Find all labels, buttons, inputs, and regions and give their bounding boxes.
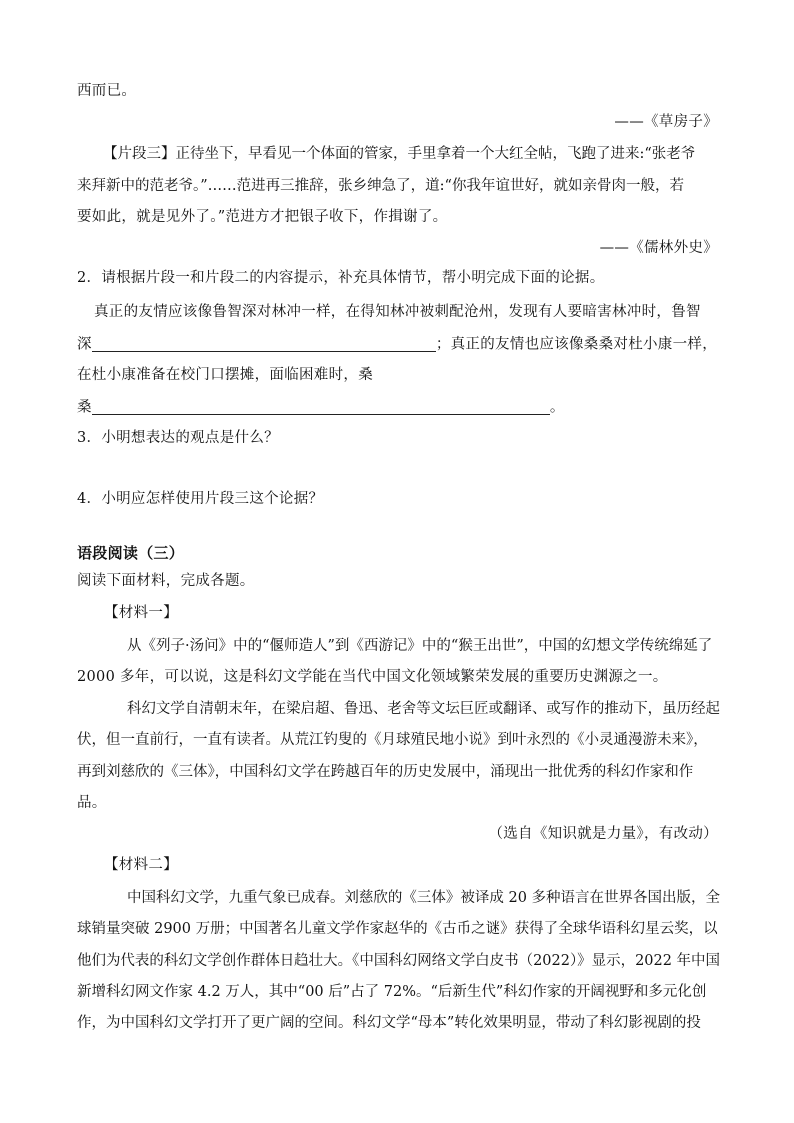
material-label: 【材料二】 — [104, 857, 178, 873]
text-line: 他们为代表的科幻文学创作群体日趋壮大。《中国科幻网络文学白皮书（2022）》显示，2022 年中国 — [77, 953, 720, 969]
answer-blank-2[interactable] — [92, 400, 550, 415]
source-citation: ——《儒林外史》 — [599, 240, 718, 256]
text-line: 西而已。 — [77, 83, 137, 99]
line-start: 桑 — [77, 399, 92, 416]
question-2: 2．请根据片段一和片段二的内容提示，补充具体情节，帮小明完成下面的论据。 — [77, 270, 605, 286]
text-line: 作，为中国科幻文学打开了更广阔的空间。科幻文学“母本”转化效果明显，带动了科幻影视剧的投 — [77, 1015, 701, 1031]
text-line — [77, 400, 565, 415]
line-end: ；真正的友情也应该像桑桑对杜小康一样， — [435, 336, 718, 353]
line-start: 深 — [77, 336, 92, 353]
text-line: 2000 多年，可以说，这是科幻文学能在当代中国文化领域繁荣发展的重要历史渊源之一。 — [77, 669, 668, 685]
text-line: 在杜小康准备在校门口摆摊，面临困难时，桑 — [77, 367, 373, 383]
section-heading: 语段阅读（三） — [77, 544, 185, 562]
text-line: 要如此，就是见外了。”范进方才把银子收下，作揖谢了。 — [77, 209, 448, 225]
question-4: 4．小明应怎样使用片段三这个论据？ — [77, 491, 324, 507]
line-end: 。 — [549, 399, 565, 416]
text-line: 【片段三】正待坐下，早看见一个体面的管家，手里拿着一个大红全帖，飞跑了进来:“张老爷 — [103, 146, 696, 162]
text-line: 品。 — [77, 795, 107, 811]
text-line: 真正的友情应该像鲁智深对林冲一样，在得知林冲被刺配沧州，发现有人要暗害林冲时，鲁智 — [94, 304, 701, 320]
answer-blank-1[interactable] — [92, 337, 436, 352]
text-line: 球销量突破 2900 万册；中国著名儿童文学作家赵华的《古币之谜》获得了全球华语科幻星云奖，以 — [77, 921, 718, 937]
text-line: 伏，但一直前行，一直有读者。从荒江钓叟的《月球殖民地小说》到叶永烈的《小灵通漫游未来》， — [77, 732, 708, 748]
source-citation: （选自《知识就是力量》，有改动） — [488, 826, 718, 842]
material-label: 【材料一】 — [104, 605, 178, 621]
instructions: 阅读下面材料，完成各题。 — [77, 573, 255, 589]
text-line: 中国科幻文学，九重气象已成春。刘慈欣的《三体》被译成 20 多种语言在世界各国出版，全 — [127, 890, 720, 906]
text-line — [77, 337, 717, 352]
text-line: 科幻文学自清朝末年，在梁启超、鲁迅、老舍等文坛巨匠或翻译、或写作的推动下，虽历经起 — [127, 701, 720, 717]
text-line: 来拜新中的范老爷。”……范进再三推辞，张乡绅急了，道:“你我年谊世好，就如亲骨肉一般，若 — [77, 178, 684, 194]
text-line: 从《列子·汤问》中的“偃师造人”到《西游记》中的“猴王出世”，中国的幻想文学传统绵延了 — [127, 638, 713, 654]
text-line: 再到刘慈欣的《三体》，中国科幻文学在跨越百年的历史发展中，涌现出一批优秀的科幻作家和作 — [77, 764, 694, 780]
source-citation: ——《草房子》 — [614, 114, 718, 130]
text-line: 新增科幻网文作家 4.2 万人，其中“00 后”占了 72%。“后新生代”科幻作家的开阔视野和多元化创 — [77, 984, 707, 1000]
question-3: 3．小明想表达的观点是什么？ — [77, 430, 279, 446]
